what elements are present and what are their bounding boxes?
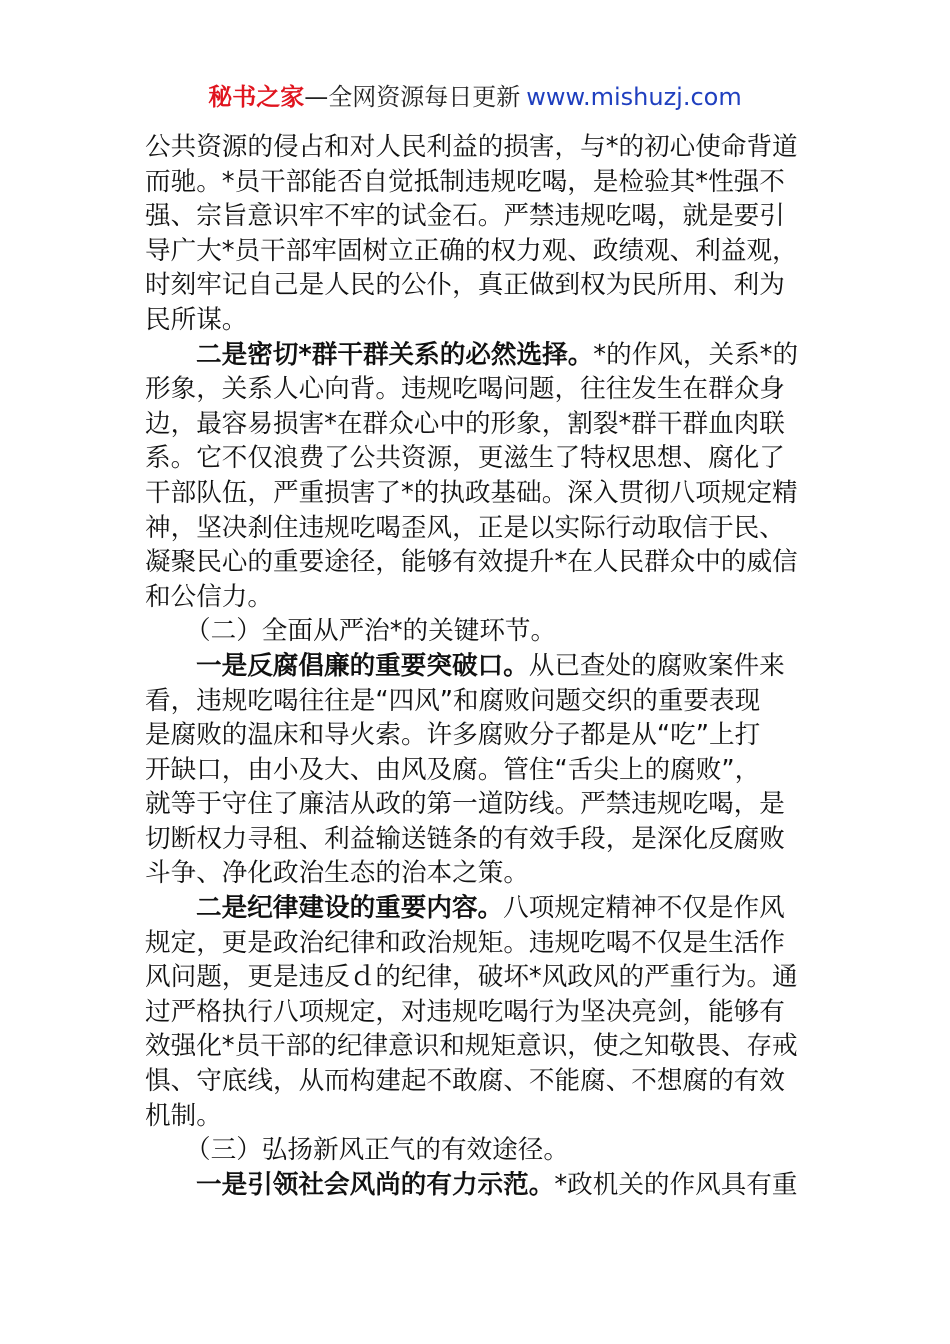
paragraph-start-line — [145, 649, 807, 684]
text-line: 效强化*员干部的纪律意识和规矩意识，使之知敬畏、存戒 — [145, 1031, 798, 1062]
text-line: 边，最容易损害*在群众心中的形象，割裂*群干群血肉联 — [145, 408, 785, 439]
text-line: 神，坚决刹住违规吃喝歪风，正是以实际行动取信于民、 — [145, 512, 785, 543]
paragraph-heading: 一是反腐倡廉的重要突破口。 — [196, 650, 529, 681]
site-url-link[interactable]: www.mishuzj.com — [526, 83, 742, 111]
text-line: 导广大*员干部牢固树立正确的权力观、政绩观、利益观， — [145, 235, 798, 266]
text-line: 看，违规吃喝往往是“四风”和腐败问题交织的重要表现 — [145, 685, 761, 716]
text-line: 公共资源的侵占和对人民利益的损害，与*的初心使命背道 — [145, 132, 798, 162]
text-line: 是腐败的温床和导火索。许多腐败分子都是从“吃”上打 — [145, 720, 761, 751]
text-line: 开缺口，由小及大、由风及腐。管住“舌尖上的腐败”， — [145, 754, 761, 785]
section-heading: （二）全面从严治*的关键环节。 — [185, 616, 557, 647]
paragraph-start-line — [145, 1168, 807, 1203]
text-line: 风问题，更是违反ｄ的纪律，破坏*风政风的严重行为。通 — [145, 962, 798, 993]
paragraph-heading: 一是引领社会风尚的有力示范。 — [196, 1169, 555, 1200]
text-line: 惧、守底线，从而构建起不敢腐、不能腐、不想腐的有效 — [145, 1066, 785, 1097]
paragraph-heading: 二是纪律建设的重要内容。 — [196, 893, 504, 924]
paragraph-text: *的作风，关系*的 — [593, 339, 799, 370]
text-line: 规定，更是政治纪律和政治规矩。违规吃喝不仅是生活作 — [145, 927, 785, 958]
text-line: 形象，关系人心向背。违规吃喝问题，往往发生在群众身 — [145, 374, 785, 405]
header-dash: — — [304, 83, 329, 111]
site-header — [0, 82, 950, 112]
paragraph-text: 八项规定精神不仅是作风 — [503, 893, 785, 924]
text-line: 系。它不仅浪费了公共资源，更滋生了特权思想、腐化了 — [145, 443, 785, 474]
document-body — [145, 130, 807, 1202]
text-line: 机制。 — [145, 1100, 222, 1131]
paragraph-start-line — [145, 338, 807, 373]
text-line: 就等于守住了廉洁从政的第一道防线。严禁违规吃喝，是 — [145, 789, 785, 820]
text-line: 和公信力。 — [145, 581, 273, 612]
paragraph-heading: 二是密切*群干群关系的必然选择。 — [196, 339, 594, 370]
text-line: 凝聚民心的重要途径，能够有效提升*在人民群众中的威信 — [145, 547, 798, 578]
text-line: 过严格执行八项规定，对违规吃喝行为坚决亮剑，能够有 — [145, 996, 785, 1027]
text-line: 民所谋。 — [145, 304, 248, 335]
brand-name: 秘书之家 — [208, 83, 305, 111]
paragraph-text: 从已查处的腐败案件来 — [528, 650, 785, 681]
text-line: 斗争、净化政治生态的治本之策。 — [145, 858, 529, 889]
text-line: 干部队伍，严重损害了*的执政基础。深入贯彻八项规定精 — [145, 477, 798, 508]
text-line: 时刻牢记自己是人民的公仆，真正做到权为民所用、利为 — [145, 270, 785, 301]
paragraph-start-line — [145, 891, 807, 926]
text-line: 强、宗旨意识牢不牢的试金石。严禁违规吃喝，就是要引 — [145, 201, 785, 232]
paragraph-text: *政机关的作风具有重 — [554, 1169, 798, 1200]
text-line: 而驰。*员干部能否自觉抵制违规吃喝，是检验其*性强不 — [145, 166, 785, 197]
header-tagline: 全网资源每日更新 — [328, 83, 521, 111]
section-heading: （三）弘扬新风正气的有效途径。 — [185, 1135, 569, 1166]
text-line: 切断权力寻租、利益输送链条的有效手段，是深化反腐败 — [145, 823, 785, 854]
